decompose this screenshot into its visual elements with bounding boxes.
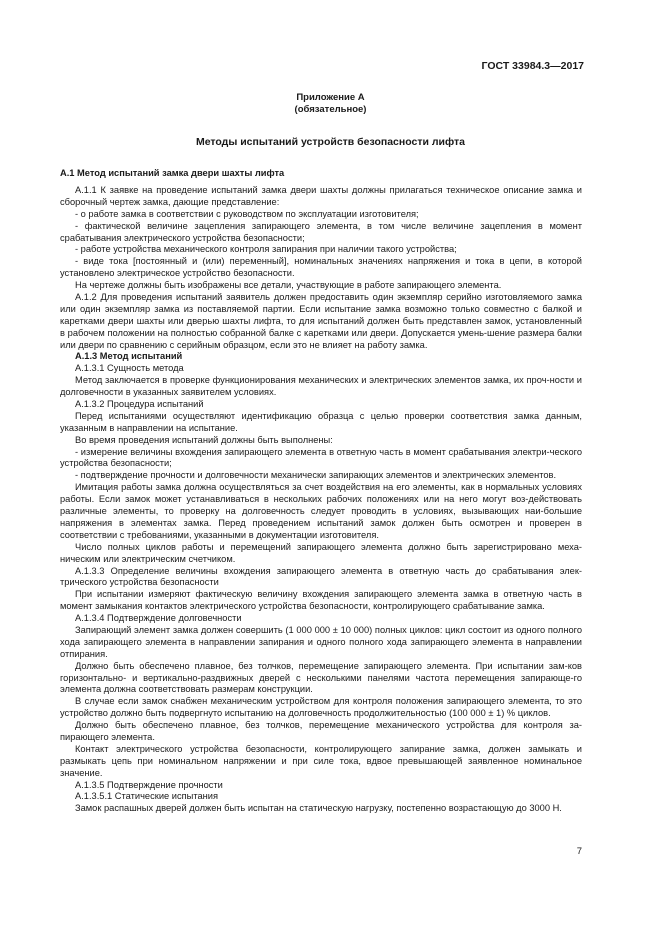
paragraph: Контакт электрического устройства безопасности, контролирующего запирание замка, должен замыкать и размыкать цепь при номинальном напряжении и при силе тока, вдвое превышающей заявленное номинальное значение. [60, 743, 582, 778]
paragraph: А.1.3.5.1 Статические испытания [75, 791, 219, 802]
appendix-title: Приложение А [296, 92, 365, 103]
paragraph: Должно быть обеспечено плавное, без толчков, перемещение механического устройства для контроля за-пирающего элемента. [60, 720, 582, 742]
paragraph: Имитация работы замка должна осуществляться за счет воздействия на его элементы, как в нормальных условиях работы. Если замок может устанавливаться в нескольких рабочих положениях или на него могут воз-действовать различные элементы, то проверку на долговечность следует проводить в условиях, вызывающих наи-большие напряжения в элементах замка. Перед проведением испытаний замок должен быть осмотрен и проверен в соответствии с требованиями, указанными в документации изготовителя. [60, 482, 582, 540]
paragraph: Запирающий элемент замка должен совершить (1 000 000 ± 10 000) полных циклов: цикл состоит из одного полного хода запирающего элемента в направлении запирания и одного полного хода запирающего элемента в направлении отпирания. [60, 624, 582, 659]
paragraph: А.1.3.3 Определение величины вхождения запирающего элемента в ответную часть до срабатывания элек-трического устройства безопасности [60, 565, 582, 588]
paragraph: А.1.3.1 Сущность метода [75, 363, 184, 374]
paragraph: На чертеже должны быть изображены все детали, участвующие в работе запирающего элемента. [75, 280, 502, 291]
paragraph: - работе устройства механического контроля запирания при наличии такого устройства; [75, 244, 457, 255]
standard-number: ГОСТ 33984.3—2017 [481, 60, 584, 72]
paragraph: Перед испытаниями осуществляют идентификацию образца с целью проверки соответствия замка данным, указанным в направлении на испытание. [60, 410, 582, 433]
paragraph: Должно быть обеспечено плавное, без толчков, перемещение запирающего элемента. При испытании зам-ков горизонтально- и вертикально-раздвижных дверей с несколькими панелями частота перемещения запирающе-го элемента должна соответствовать размерам конструкции. [60, 660, 582, 695]
section-heading: А.1 Метод испытаний замка двери шахты лифта [60, 168, 285, 178]
paragraph: - измерение величины вхождения запирающего элемента в ответную часть в момент срабатывания электри-ческого устройства безопасности; [60, 446, 582, 469]
paragraph: А.1.3.4 Подтверждение долговечности [75, 613, 242, 624]
document-body [60, 185, 582, 815]
paragraph: А.1.3.2 Процедура испытаний [75, 399, 204, 410]
paragraph: При испытании измеряют фактическую величину вхождения запирающего элемента замка в ответную часть в момент замыкания контактов электрического устройства безопасности, контролирующего срабатывание замка. [60, 589, 582, 612]
subsection-heading: А.1.3 Метод испытаний [75, 351, 183, 362]
paragraph: Во время проведения испытаний должны быть выполнены: [75, 434, 333, 445]
paragraph: - фактической величине зацепления запирающего элемента, в том числе величине зацепления в момент срабатывания электрического устройства безопасности; [60, 220, 582, 243]
page-number: 7 [576, 846, 582, 857]
paragraph: Замок распашных дверей должен быть испытан на статическую нагрузку, постепенно возрастающую до 3000 Н. [75, 803, 562, 814]
paragraph: Метод заключается в проверке функционирования механических и электрических элементов замка, их проч-ности и долговечности в указанных заявителем условиях. [60, 375, 582, 398]
paragraph: А.1.2 Для проведения испытаний заявитель должен предоставить один экземпляр серийно изготовляемого замка или один экземпляр замка из поставляемой партии. Если испытание замка возможно только совместно с балкой и каретками двери шахты или дверью шахты лифта, то для испытаний должен быть представлен замок, установленный в рабочем положении на полностью собранной балке с каретками или двери. Допускается умень-шение размера балки или двери по сравнению с серийным образцом, если это не влияет на работу замка. [60, 292, 582, 350]
paragraph: А.1.1 К заявке на проведение испытаний замка двери шахты должны прилагаться техническое описание замка и сборочный чертеж замка, дающие представление: [60, 185, 582, 207]
main-title: Методы испытаний устройств безопасности лифта [195, 136, 466, 148]
paragraph: В случае если замок снабжен механическим устройством для контроля положения запирающего элемента, то это устройство должно быть подвергнуто испытанию на долговечность продолжительностью (100 000 ± 1) % циклов. [60, 696, 582, 719]
paragraph: - виде тока [постоянный и (или) переменный], номинальных значениях напряжения и тока в цепи, в которой установлено электрическое устройство безопасности. [60, 256, 582, 279]
paragraph: - о работе замка в соответствии с руководством по эксплуатации изготовителя; [75, 208, 419, 219]
appendix-subtitle: (обязательное) [294, 104, 367, 115]
paragraph: Число полных циклов работы и перемещений запирающего элемента должно быть зарегистрировано меха-ническим или электрическим счетчиком. [60, 541, 582, 564]
paragraph: А.1.3.5 Подтверждение прочности [75, 779, 223, 790]
paragraph: - подтверждение прочности и долговечности механически запирающих элементов и электрических элементов. [75, 470, 557, 481]
